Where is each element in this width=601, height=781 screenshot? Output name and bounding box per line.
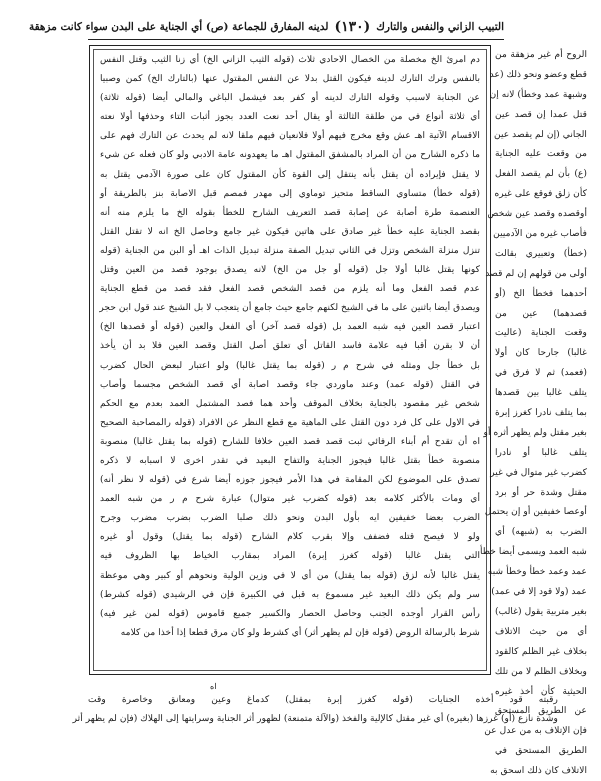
main-text-line: التي يقتل غالبا (قوله كغرز إبرة) المراد بمقارب الخياط بها الظروف فيه (100, 550, 480, 562)
main-text-line: تصدق على الموضوع لكن المقامة في هذا الأمر فيجوز جوزه أيضا شرع في (قوله لا نظر أنه) (100, 474, 480, 486)
margin-text-line: يتلف غالبا أو نادرا (495, 446, 587, 458)
main-text-line: شرط بالرسالة الروض (قوله فإن لم يظهر أثر) أي كشرط ولو كان مرق قطعا إذا أخذا من كلامه (120, 626, 480, 638)
main-text-line: رأس القرار أوجده الجنب وحاصل الحصار والكسير جميع قاموس (قوله لمن غير فيه) (100, 607, 480, 619)
margin-text-line: وشبهة عمد وخطأ) لانه إن (489, 88, 587, 100)
main-text-line: ما ذكره الشارح من أن المراد بالمشفق المقتول اهـ ما يعهدونه عامة الادبي ولو كان فعله عن شيء (100, 149, 480, 161)
main-text-line: بقصد الجناية عليه خطأ غير صادق على هاتين فيكون غير جامع وحاصل الخ انه لا تقتل القتل (100, 225, 480, 237)
main-text-line: أن لا بقرن أقبا فيه علامة فاسد القاتل أي تعلق أصل القتل وقصد العين فلا بد أن يأخذ (100, 340, 480, 352)
main-text-line: الضرب بعضا خفيفين ايه بأول البدن ونحو ذلك صلبا الضرب بضرب مضرب وجرح (100, 512, 480, 524)
margin-text-line: عن الطريق المستحق (495, 705, 587, 717)
margin-text-line: الروح أم غير مزهقة من (495, 49, 587, 60)
main-text-line: أي ثلاثة أنواع في من طلقة الثالثة أو يقال أحد نعت العدد بجوز أثبات التاء وحذفها أولا نعته (100, 111, 480, 123)
running-header (28, 16, 504, 38)
header-left-title: لدينه المفارق للجماعة (ص) أي الجناية على البدن سواء كانت مزهقة (28, 21, 329, 33)
margin-text-line: بما يتلف نادرا كغرز إبرة (495, 407, 587, 419)
margin-text-line: أي من حيث الاتلاف (495, 625, 587, 637)
margin-text-line: فأصاب غيره من الآدميين (493, 228, 587, 240)
margin-text-line: شبه العمد ويسمى أيضا خطأ (479, 546, 587, 558)
margin-text-line: مقتل وشدة حر أو برد (495, 486, 587, 498)
margin-text-line: بغير مقتل ولم يظهر أثره أو (483, 426, 587, 438)
main-text-line: كونها يقتل غالبا أولا جل (قوله أو جل من الخ) لانه يصدق بوجود قصد من العين وقتل (100, 264, 480, 276)
bottom-text-line: وشدة نازع (أو) غرزها (بغيره) أي غير مقتل كالإلية والفخذ (والآلة متمنعة) لظهور أثر الجناية وسرايتها إلى الهلاك (فإن لم يظهر أثر (72, 713, 558, 724)
main-text-line: في القتل (قوله عمد) وعند ماوردي جاء وقصد اصابة أي قصد الشخص مجسما وأصاب (100, 378, 480, 390)
main-text-line: أي ومات بالأكثر كلامه بعد (قوله كضرب غير متوال) عبارة شرح م ر من شبه العمد (100, 493, 480, 505)
margin-text-line: من وقعت عليه الجناية (495, 148, 587, 160)
margin-text-line: بخلاف غير الظلم كالقود (495, 645, 587, 657)
margin-text-line: عمد وعمد خطأ وخطأ شبه (487, 566, 587, 578)
margin-text-line: قصدهما) عين من (495, 307, 587, 319)
margin-text-line: الضرب به (شبهه) أي (495, 526, 587, 538)
margin-text-line: يتلف غالبا بين قصدها (495, 387, 587, 399)
margin-text-line: وبخلاف الظلم لا من تلك (494, 665, 587, 677)
main-text-line: عدم قصد الفعل وما أنه يلزم من قصد الشخص قصد الفعل فقد قصد من قطع الجناية (100, 283, 480, 295)
margin-text-line: غالبا) جارحا كان أولا (495, 347, 587, 359)
main-commentary-box (89, 45, 491, 675)
main-text-line: اه أن تقدح أم أبناء الرفائي ثبت قصد قصد العين خلافا للشارح (قوله بما يقتل غالبا) منصوبة (100, 435, 480, 447)
main-text-line: دم امرئ الخ مخصلة من الخصال الاحادي ثلاث (قوله الثيب الزاني الخ) أي زنا الثيب وقتل النفس (100, 54, 480, 65)
main-text-line: سر ولم يكن ذلك البعيد غير مسموع به قبل في الكبيرة فإن في الرشيدي (قوله كشرط) (100, 588, 480, 600)
margin-text-line: عمد (ولا قود إلا في عمد) (491, 586, 587, 598)
footnote-marker: اه (210, 682, 217, 691)
margin-text-line: الطريق المستحق في (495, 745, 587, 757)
margin-text-line: فإن الإتلاف به من عدل عن (484, 725, 587, 737)
margin-text-line: قتل عمدا إن قصد عين (495, 108, 587, 120)
bottom-text-block (72, 690, 558, 728)
main-text-line: يقتل غالبا لأنه لزق (قوله بما يقتل) من أي لا في وزين الولية ونحوهم أو كبير وهي موعظة (100, 569, 480, 581)
margin-text-line: أحدهما فخطأ الخ (أو (495, 287, 587, 299)
margin-text-line: الجاني (إن لم يقصد عين (493, 128, 587, 140)
margin-text-line: (ع) بأن لم يقصد الفعل (495, 168, 587, 180)
marginal-text-column (479, 45, 591, 777)
margin-text-line: بغير متربية يقول (غالب) (495, 605, 587, 617)
margin-text-line: كضرب غير متوال في غير (490, 466, 587, 478)
main-text-line: في الاول على كل فرد دون القتل على الماهية مع قطع النظر عن الافراد (قوله رالمصاحبة الصحيح (100, 416, 480, 428)
main-text-line: تنزل منزلة الشخص وتزل في الثاني تبديل الصفة منزلة تبديل الذات اهـ أو البن من الجناية (قوله (100, 244, 480, 256)
main-text-line: شخص غير مقصود بالجناية بخلاف الموقف وأحد هما فصد المشتمل العمد بعدم مع الحكم (100, 397, 481, 409)
main-text-line: اعتبار قصد العين فيه شبه العمد بل (قوله قصد آخر) أي الفعل والعين (قوله أو قصدها الخ) (100, 321, 480, 333)
margin-text-line: كأن زلق فوقع على غيره (494, 188, 587, 200)
main-text-line: لا يقتل فإيراده أن يقتل بأنه ينتقل إلى القوة كأن المقتول كان على صورة الآدمي يقتل به (100, 168, 480, 180)
margin-text-line: قطع وعضو ونحو ذلك (عد (489, 68, 587, 80)
main-text-line: ولو لا فيصح قتله فضفف وإلا بقرب كلام الشارح (قوله بما يقتل) وقول أو غيره (100, 531, 480, 543)
margin-text-line: (خطأ) وتعبيري بقالت (495, 247, 587, 259)
margin-text-line: أوعصا خفيفين أو إن يحتمل (484, 506, 587, 518)
main-text-line: (قوله خطأ) متساوي الساقط متحيز توماوي إلى مهدر فمصم قبل الاصابة بنز بالطريقة أو (100, 187, 480, 199)
main-text-line: ويصدق أيضا باثنين على ما في الشيخ لكنهم جامع حيث جامع أن يتعجب لا بل الشيخ عند قول ابن حجر (99, 302, 480, 314)
page-number: (١٣٠) (334, 19, 371, 35)
main-text-line: منصوبة خطأ بقتل غالبا فيجوز الجناية والتفاح البعيد في تقدر اخرى لا اسبابه لا ذكره (100, 454, 480, 466)
main-text-line: عن الجنابة لاسبب وقوله التارك لدينه أو كفر بعد فيشمل الباغي والمالي أيضا (قوله ثلاثة) (100, 92, 480, 104)
margin-text-line: الحيثية كأن أخذ غيره (495, 685, 587, 697)
main-text-line: الاقسام الآتية اهـ عش وقع مخرج فيهم أولا فلانعيان فيهم ملقا لانه لم يحدث عن التارك فهم على (100, 130, 480, 142)
header-rule (88, 39, 504, 40)
margin-text-line: وقعت الجناية (عاليت (495, 327, 587, 339)
header-right-title: التبيب الزاني والنفس والتارك (376, 21, 504, 33)
margin-text-line: (فعمد) ثم لا فرق في (495, 367, 587, 379)
margin-text-line: أوقصده وقصد عين شخص (487, 208, 587, 220)
main-text-line: بل خطأ جل ومثله في شرح م ر (قوله بما يقتل غالبا) ولو اعتبار لبعض الحال كضرب (100, 359, 480, 371)
margin-text-line: الاتلاف كان ذلك اسحق به (490, 765, 587, 777)
bottom-text-line: رقبته قود أخذه الجنايات (قوله كغرز إبرة بمقتل) كدماغ وعين ومعانق وخاصرة وقت (88, 694, 558, 705)
margin-text-line: أولى من قولهم إن لم قصد (485, 267, 587, 279)
main-text-line: بالنفس وترك التارك لدينه فيكون القتل بدلا عن النفس المقتول عنها (بالتارك الخ) كمن وصبيا (100, 73, 480, 85)
main-text-line: العنصمة طرة أصابة عن إصابة قصد التعريف الشارح للخطأ بقوله الخ ما يلزم منه أنه (100, 206, 480, 218)
